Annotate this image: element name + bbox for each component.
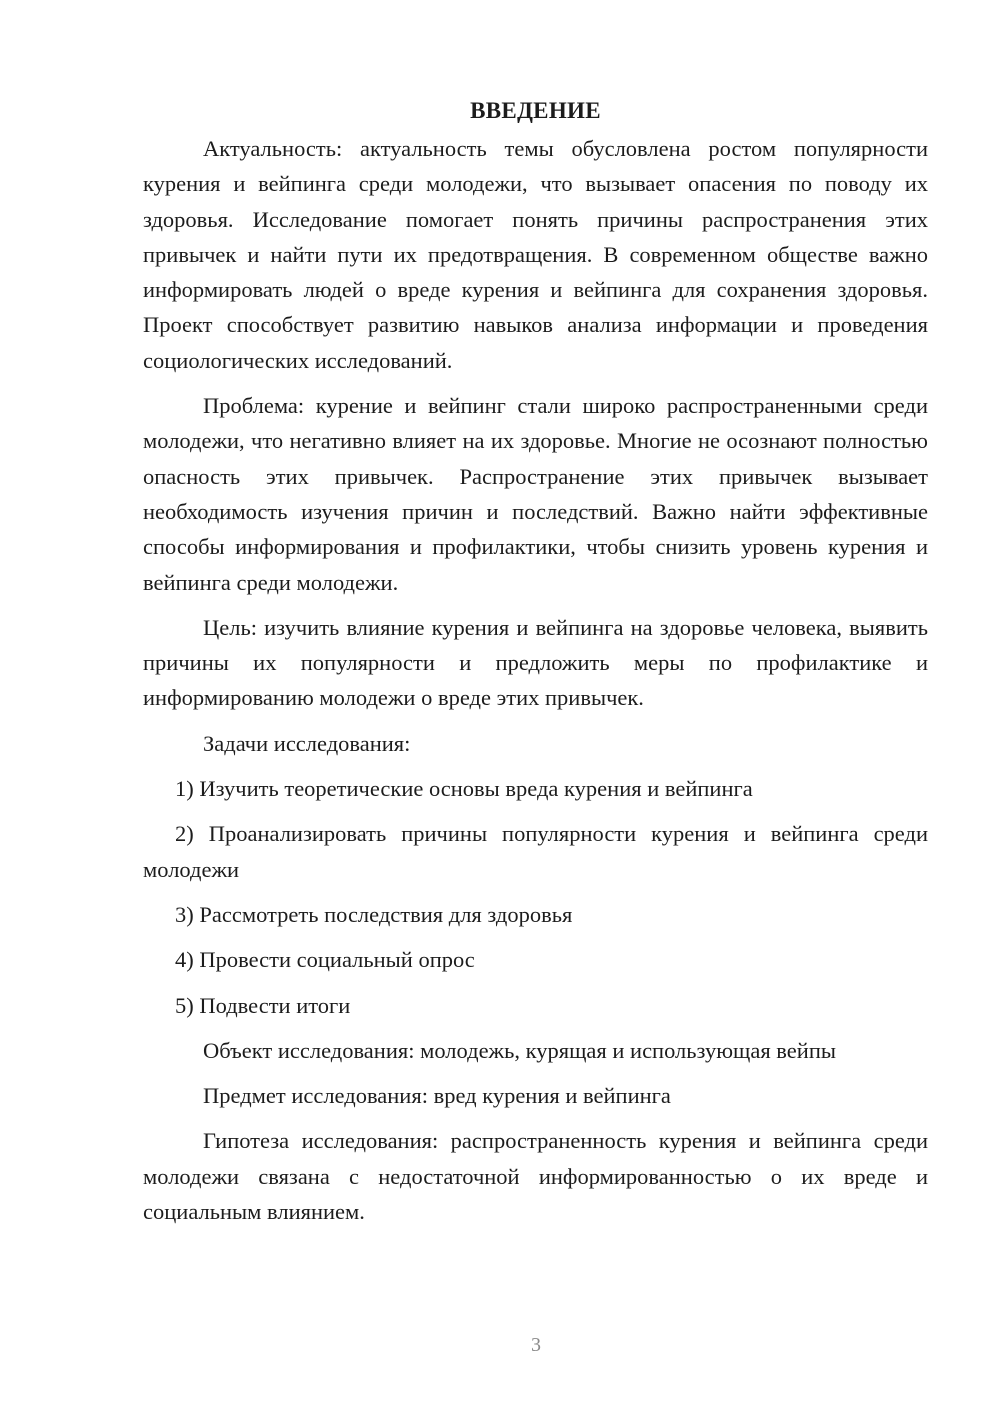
research-object: Объект исследования: молодежь, курящая и использующая вейпы [203,1037,836,1063]
task-item-2: 2) Проанализировать причины популярности курения и вейпинга среди молодежи [143,821,928,882]
task-item-4: 4) Провести социальный опрос [175,947,475,973]
tasks-title: Задачи исследования: [203,730,411,756]
problem-paragraph: Проблема: курение и вейпинг стали широко распространенными среди молодежи, что негативно влияет на их здоровье. Многие не осознают полностью опасность этих привычек. Распространение этих привычек вызывает необходимость изучения причин и последствий. Важно найти эффективные способы информирования и профилактики, чтобы снизить уровень курения и вейпинга среди молодежи. [143,393,928,595]
research-hypothesis: Гипотеза исследования: распространенность курения и вейпинга среди молодежи связана с недостаточной информированностью о их вреде и социальным влиянием. [143,1128,928,1225]
page-content [143,92,928,1239]
task-item-5: 5) Подвести итоги [175,992,351,1018]
relevance-paragraph: Актуальность: актуальность темы обусловлена ростом популярности курения и вейпинга среди молодежи, что вызывает опасения по поводу их здоровья. Исследование помогает понять причины распространения этих привычек и найти пути их предотвращения. В современном обществе важно информировать людей о вреде курения и вейпинга для сохранения здоровья. Проект способствует развитию навыков анализа информации и проведения социологических исследований. [143,136,928,373]
task-item-3: 3) Рассмотреть последствия для здоровья [175,901,573,927]
goal-paragraph: Цель: изучить влияние курения и вейпинга на здоровье человека, выявить причины их популярности и предложить меры по профилактике и информированию молодежи о вреде этих привычек. [143,614,928,711]
task-item-1: 1) Изучить теоретические основы вреда курения и вейпинга [175,776,753,802]
research-subject: Предмет исследования: вред курения и вейпинга [203,1083,671,1109]
page-number: 3 [531,1334,541,1356]
page-heading: ВВЕДЕНИЕ [470,98,601,123]
